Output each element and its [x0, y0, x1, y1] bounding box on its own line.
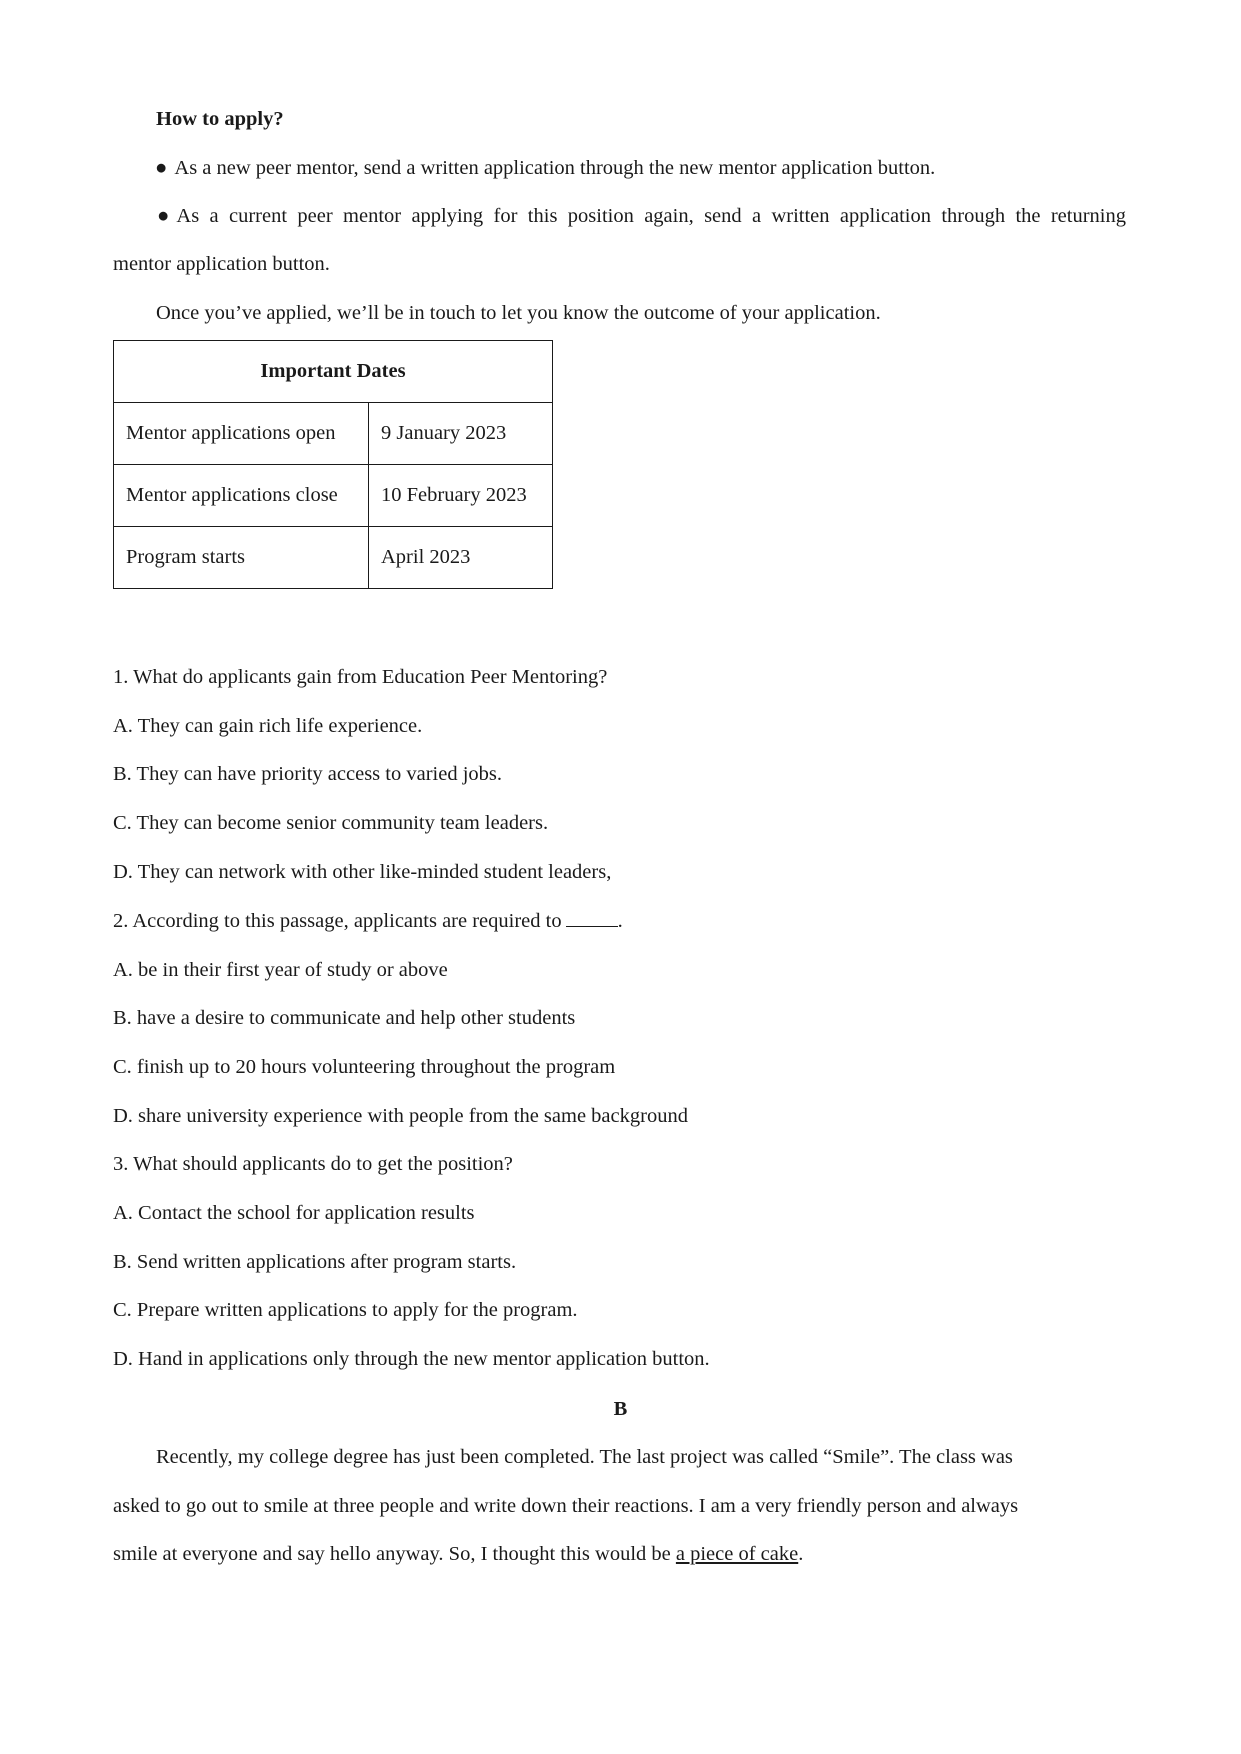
bullet-icon: ●	[155, 157, 168, 179]
question-1-option-d: D. They can network with other like-minded student leaders,	[113, 861, 612, 883]
section-b-paragraph-line-3	[113, 1541, 803, 1567]
section-b-text: smile at everyone and say hello anyway. So, I thought this would be	[113, 1543, 671, 1565]
date-label: Mentor applications close	[114, 465, 369, 527]
date-value: 9 January 2023	[369, 403, 553, 465]
question-1-option-b: B. They can have priority access to varied jobs.	[113, 763, 502, 785]
bullet-continuation: mentor application button.	[113, 253, 330, 275]
table-title: Important Dates	[114, 341, 553, 403]
bullet-item-new-mentor	[155, 155, 935, 181]
question-3-option-a: A. Contact the school for application results	[113, 1202, 475, 1224]
section-b-paragraph-line-1: Recently, my college degree has just been completed. The last project was called “Smile”. The class was	[156, 1446, 1013, 1468]
question-2-option-c: C. finish up to 20 hours volunteering throughout the program	[113, 1056, 616, 1078]
section-b-text-end: .	[798, 1543, 804, 1565]
bullet-item-returning-mentor	[157, 203, 1126, 229]
date-label: Program starts	[114, 527, 369, 589]
question-2-option-d: D. share university experience with people from the same background	[113, 1105, 688, 1127]
section-b-heading: B	[613, 1398, 628, 1420]
question-1-option-a: A. They can gain rich life experience.	[113, 715, 423, 737]
bullet-text: As a new peer mentor, send a written application through the new mentor application button.	[174, 157, 936, 179]
bullet-icon: ●	[157, 205, 170, 227]
question-3-option-b: B. Send written applications after program starts.	[113, 1251, 517, 1273]
question-3-option-d: D. Hand in applications only through the new mentor application button.	[113, 1348, 710, 1370]
date-label: Mentor applications open	[114, 403, 369, 465]
question-2-stem	[113, 908, 623, 934]
important-dates-table	[113, 340, 553, 589]
question-3-stem: 3. What should applicants do to get the position?	[113, 1153, 513, 1175]
question-1-option-c: C. They can become senior community team leaders.	[113, 812, 549, 834]
date-value: April 2023	[369, 527, 553, 589]
underlined-phrase: a piece of cake	[675, 1543, 799, 1565]
table-row	[114, 527, 553, 589]
question-3-option-c: C. Prepare written applications to apply for the program.	[113, 1299, 578, 1321]
how-to-apply-heading: How to apply?	[156, 108, 284, 130]
question-2-option-a: A. be in their first year of study or above	[113, 959, 448, 981]
bullet-text: As a current peer mentor applying for this position again, send a written application through the returning	[176, 205, 1126, 227]
question-2-stem-end: .	[617, 910, 623, 932]
section-b-paragraph-line-2: asked to go out to smile at three people and write down their reactions. I am a very friendly person and always	[113, 1495, 1019, 1517]
question-2-option-b: B. have a desire to communicate and help other students	[113, 1007, 576, 1029]
date-value: 10 February 2023	[369, 465, 553, 527]
table-row	[114, 465, 553, 527]
table-header-row	[114, 341, 553, 403]
table-row	[114, 403, 553, 465]
answer-blank	[566, 908, 618, 927]
question-1-stem: 1. What do applicants gain from Education Peer Mentoring?	[113, 666, 608, 688]
closing-paragraph: Once you’ve applied, we’ll be in touch to let you know the outcome of your application.	[156, 302, 881, 324]
question-2-stem-text: 2. According to this passage, applicants are required to	[113, 910, 562, 932]
